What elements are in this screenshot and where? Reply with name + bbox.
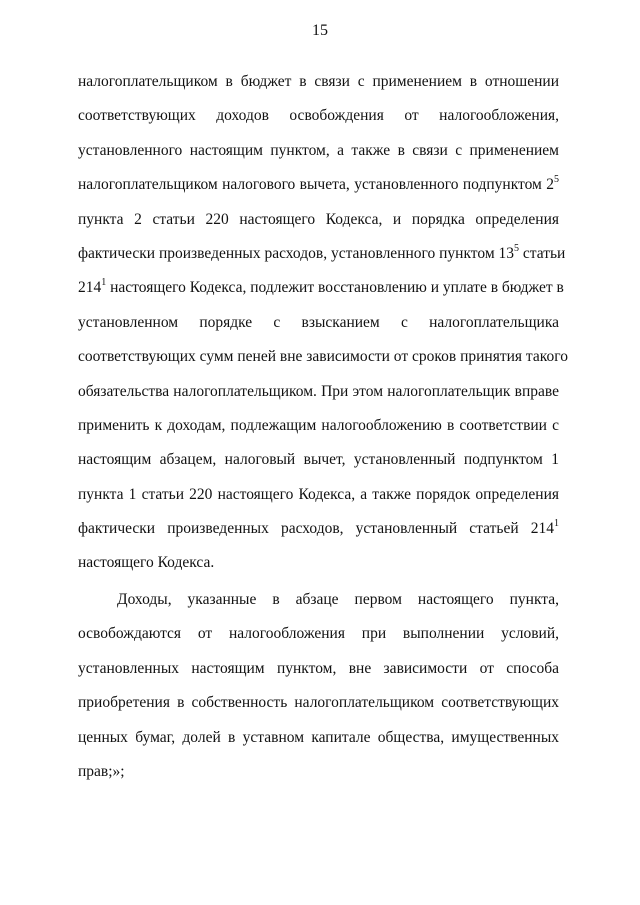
page-number: 15: [312, 22, 328, 39]
text-line: Доходы, указанные в абзаце первом настоящего пункта,: [117, 591, 559, 608]
paragraph-1: [78, 72, 568, 588]
text-line: фактически произведенных расходов, установленный статьей $214^1$: [78, 517, 559, 538]
text-line: налогоплательщиком в бюджет в связи с применением в отношении: [78, 73, 559, 90]
text-line: применить к доходам, подлежащим налогообложению в соответствии с: [78, 416, 559, 434]
text-line: налогоплательщиком налогового вычета, установленного подпунктом $2^5$: [78, 174, 559, 194]
text-line: настоящим абзацем, налоговый вычет, установленный подпунктом 1: [78, 451, 559, 469]
text-line: освобождаются от налогообложения при выполнении условий,: [78, 625, 559, 643]
text-line: фактически произведенных расходов, установленного пунктом $13^5$ статьи: [78, 242, 566, 262]
text-line: $214^1$ настоящего Кодекса, подлежит восстановлению и уплате в бюджет в: [78, 277, 564, 297]
text-line: обязательства налогоплательщиком. При этом налогоплательщик вправе: [78, 382, 559, 400]
text-line: пункта 1 статьи 220 настоящего Кодекса, а также порядок определения: [78, 485, 559, 503]
text-line: прав;»;: [78, 762, 125, 780]
text-line: соответствующих сумм пеней вне зависимости от сроков принятия такого: [78, 348, 568, 366]
text-line: ценных бумаг, долей в уставном капитале общества, имущественных: [78, 728, 559, 746]
text-line: настоящего Кодекса.: [78, 554, 215, 572]
text-line: пункта 2 статьи 220 настоящего Кодекса, и порядка определения: [78, 210, 559, 228]
paragraph-2: [78, 590, 559, 796]
text-line: установленного настоящим пунктом, а также в связи с применением: [78, 141, 559, 159]
text-line: приобретения в собственность налогоплательщиком соответствующих: [78, 694, 559, 712]
text-line: установленных настоящим пунктом, вне зависимости от способа: [78, 659, 559, 677]
text-line: установленном порядке с взысканием с налогоплательщика: [78, 313, 559, 331]
text-line: соответствующих доходов освобождения от налогообложения,: [78, 107, 559, 125]
